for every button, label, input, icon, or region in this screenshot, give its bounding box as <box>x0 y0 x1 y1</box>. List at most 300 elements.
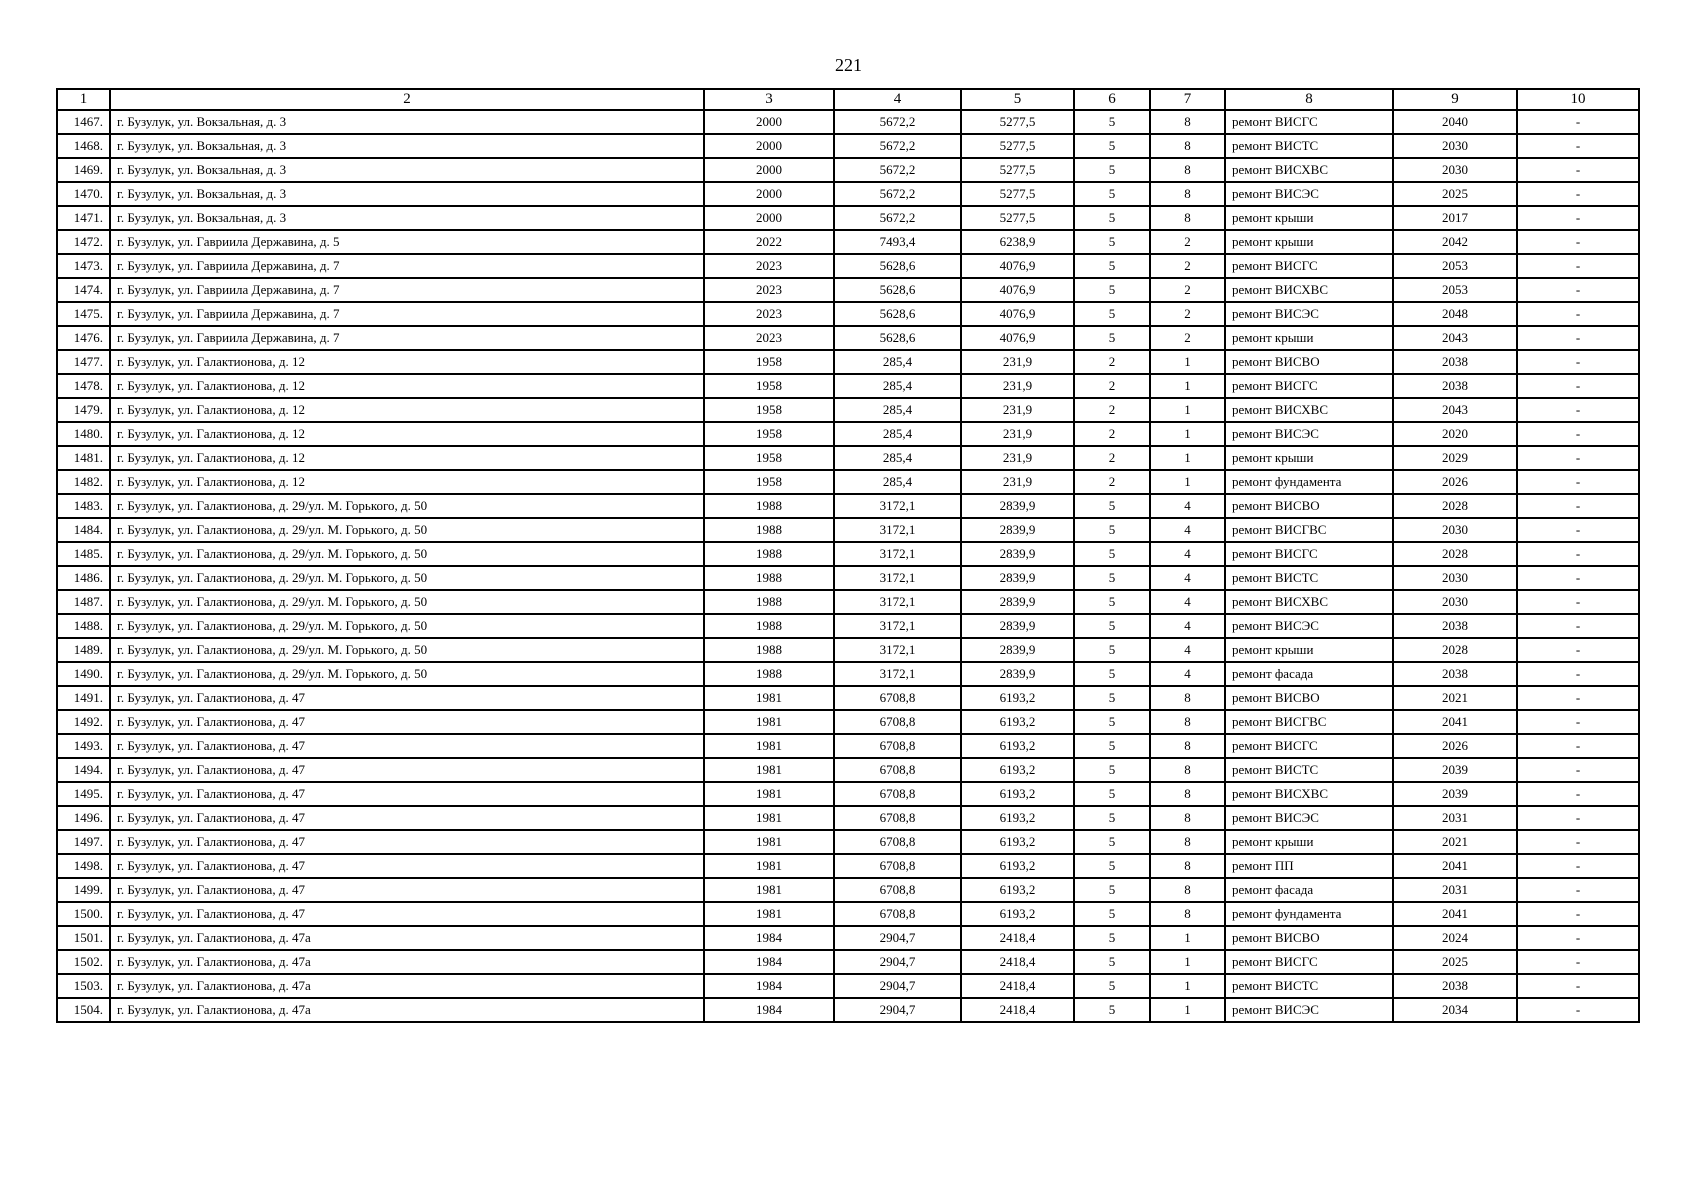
address-cell: г. Бузулук, ул. Гавриила Державина, д. 7 <box>110 326 704 350</box>
address-cell: г. Бузулук, ул. Галактионова, д. 12 <box>110 374 704 398</box>
floors-cell: 2 <box>1074 374 1150 398</box>
address-cell: г. Бузулук, ул. Галактионова, д. 47 <box>110 710 704 734</box>
table-row <box>57 470 1639 494</box>
floors-cell: 5 <box>1074 806 1150 830</box>
work-type-cell: ремонт ВИСХВС <box>1225 782 1393 806</box>
note-cell: - <box>1517 830 1639 854</box>
note-cell: - <box>1517 374 1639 398</box>
row-number: 1500. <box>57 902 110 926</box>
entrances-cell: 1 <box>1150 950 1225 974</box>
note-cell: - <box>1517 566 1639 590</box>
address-cell: г. Бузулук, ул. Галактионова, д. 47 <box>110 830 704 854</box>
living-area-cell: 5277,5 <box>961 182 1074 206</box>
work-type-cell: ремонт ВИСЭС <box>1225 998 1393 1022</box>
year-cell: 1958 <box>704 374 834 398</box>
planned-year-cell: 2034 <box>1393 998 1517 1022</box>
address-cell: г. Бузулук, ул. Вокзальная, д. 3 <box>110 158 704 182</box>
total-area-cell: 5672,2 <box>834 182 961 206</box>
living-area-cell: 4076,9 <box>961 302 1074 326</box>
total-area-cell: 3172,1 <box>834 494 961 518</box>
living-area-cell: 2418,4 <box>961 950 1074 974</box>
address-cell: г. Бузулук, ул. Галактионова, д. 47а <box>110 998 704 1022</box>
planned-year-cell: 2038 <box>1393 350 1517 374</box>
year-cell: 1981 <box>704 830 834 854</box>
entrances-cell: 4 <box>1150 494 1225 518</box>
planned-year-cell: 2028 <box>1393 542 1517 566</box>
living-area-cell: 5277,5 <box>961 158 1074 182</box>
column-header: 5 <box>961 89 1074 110</box>
repair-schedule-table <box>56 88 1640 1023</box>
note-cell: - <box>1517 398 1639 422</box>
note-cell: - <box>1517 254 1639 278</box>
entrances-cell: 1 <box>1150 974 1225 998</box>
row-number: 1470. <box>57 182 110 206</box>
note-cell: - <box>1517 446 1639 470</box>
work-type-cell: ремонт ВИСХВС <box>1225 158 1393 182</box>
living-area-cell: 6193,2 <box>961 902 1074 926</box>
planned-year-cell: 2041 <box>1393 710 1517 734</box>
entrances-cell: 8 <box>1150 830 1225 854</box>
row-number: 1480. <box>57 422 110 446</box>
table-row <box>57 878 1639 902</box>
floors-cell: 2 <box>1074 350 1150 374</box>
total-area-cell: 3172,1 <box>834 518 961 542</box>
note-cell: - <box>1517 422 1639 446</box>
work-type-cell: ремонт ВИСВО <box>1225 686 1393 710</box>
table-row <box>57 230 1639 254</box>
total-area-cell: 6708,8 <box>834 758 961 782</box>
year-cell: 2000 <box>704 206 834 230</box>
table-row <box>57 254 1639 278</box>
column-header: 7 <box>1150 89 1225 110</box>
floors-cell: 5 <box>1074 662 1150 686</box>
row-number: 1501. <box>57 926 110 950</box>
column-header: 6 <box>1074 89 1150 110</box>
note-cell: - <box>1517 854 1639 878</box>
note-cell: - <box>1517 878 1639 902</box>
year-cell: 2023 <box>704 254 834 278</box>
entrances-cell: 2 <box>1150 254 1225 278</box>
year-cell: 1988 <box>704 638 834 662</box>
table-row <box>57 518 1639 542</box>
address-cell: г. Бузулук, ул. Гавриила Державина, д. 7 <box>110 278 704 302</box>
column-header: 4 <box>834 89 961 110</box>
year-cell: 2000 <box>704 134 834 158</box>
total-area-cell: 6708,8 <box>834 878 961 902</box>
column-header: 3 <box>704 89 834 110</box>
entrances-cell: 8 <box>1150 710 1225 734</box>
table-row <box>57 758 1639 782</box>
column-header: 10 <box>1517 89 1639 110</box>
row-number: 1498. <box>57 854 110 878</box>
row-number: 1479. <box>57 398 110 422</box>
year-cell: 2000 <box>704 182 834 206</box>
total-area-cell: 5672,2 <box>834 134 961 158</box>
entrances-cell: 1 <box>1150 998 1225 1022</box>
row-number: 1473. <box>57 254 110 278</box>
living-area-cell: 6193,2 <box>961 830 1074 854</box>
table-row <box>57 566 1639 590</box>
note-cell: - <box>1517 182 1639 206</box>
planned-year-cell: 2017 <box>1393 206 1517 230</box>
planned-year-cell: 2048 <box>1393 302 1517 326</box>
table-row <box>57 158 1639 182</box>
living-area-cell: 4076,9 <box>961 254 1074 278</box>
total-area-cell: 5628,6 <box>834 302 961 326</box>
work-type-cell: ремонт ВИСГВС <box>1225 518 1393 542</box>
table-row <box>57 974 1639 998</box>
address-cell: г. Бузулук, ул. Галактионова, д. 29/ул. М. Горького, д. 50 <box>110 494 704 518</box>
floors-cell: 5 <box>1074 494 1150 518</box>
planned-year-cell: 2038 <box>1393 974 1517 998</box>
note-cell: - <box>1517 278 1639 302</box>
entrances-cell: 4 <box>1150 590 1225 614</box>
living-area-cell: 2839,9 <box>961 494 1074 518</box>
work-type-cell: ремонт крыши <box>1225 830 1393 854</box>
note-cell: - <box>1517 710 1639 734</box>
entrances-cell: 1 <box>1150 446 1225 470</box>
entrances-cell: 8 <box>1150 854 1225 878</box>
floors-cell: 5 <box>1074 902 1150 926</box>
table-row <box>57 206 1639 230</box>
address-cell: г. Бузулук, ул. Вокзальная, д. 3 <box>110 206 704 230</box>
work-type-cell: ремонт ВИСГС <box>1225 542 1393 566</box>
address-cell: г. Бузулук, ул. Гавриила Державина, д. 5 <box>110 230 704 254</box>
living-area-cell: 6193,2 <box>961 686 1074 710</box>
total-area-cell: 6708,8 <box>834 806 961 830</box>
living-area-cell: 2418,4 <box>961 974 1074 998</box>
total-area-cell: 5672,2 <box>834 206 961 230</box>
floors-cell: 5 <box>1074 686 1150 710</box>
table-row <box>57 278 1639 302</box>
entrances-cell: 2 <box>1150 326 1225 350</box>
note-cell: - <box>1517 518 1639 542</box>
year-cell: 1988 <box>704 518 834 542</box>
row-number: 1482. <box>57 470 110 494</box>
year-cell: 1981 <box>704 902 834 926</box>
row-number: 1488. <box>57 614 110 638</box>
address-cell: г. Бузулук, ул. Галактионова, д. 12 <box>110 422 704 446</box>
planned-year-cell: 2039 <box>1393 782 1517 806</box>
row-number: 1502. <box>57 950 110 974</box>
note-cell: - <box>1517 998 1639 1022</box>
work-type-cell: ремонт фундамента <box>1225 470 1393 494</box>
living-area-cell: 6193,2 <box>961 710 1074 734</box>
row-number: 1497. <box>57 830 110 854</box>
address-cell: г. Бузулук, ул. Галактионова, д. 29/ул. М. Горького, д. 50 <box>110 662 704 686</box>
address-cell: г. Бузулук, ул. Галактионова, д. 47а <box>110 926 704 950</box>
address-cell: г. Бузулук, ул. Галактионова, д. 12 <box>110 350 704 374</box>
year-cell: 1988 <box>704 662 834 686</box>
year-cell: 1981 <box>704 686 834 710</box>
year-cell: 1984 <box>704 974 834 998</box>
row-number: 1499. <box>57 878 110 902</box>
table-row <box>57 830 1639 854</box>
table-row <box>57 926 1639 950</box>
year-cell: 2023 <box>704 302 834 326</box>
planned-year-cell: 2021 <box>1393 830 1517 854</box>
note-cell: - <box>1517 590 1639 614</box>
address-cell: г. Бузулук, ул. Галактионова, д. 47 <box>110 758 704 782</box>
entrances-cell: 8 <box>1150 134 1225 158</box>
planned-year-cell: 2024 <box>1393 926 1517 950</box>
floors-cell: 5 <box>1074 566 1150 590</box>
year-cell: 1988 <box>704 566 834 590</box>
floors-cell: 5 <box>1074 158 1150 182</box>
floors-cell: 5 <box>1074 638 1150 662</box>
planned-year-cell: 2030 <box>1393 590 1517 614</box>
note-cell: - <box>1517 662 1639 686</box>
floors-cell: 5 <box>1074 998 1150 1022</box>
address-cell: г. Бузулук, ул. Галактионова, д. 29/ул. М. Горького, д. 50 <box>110 542 704 566</box>
year-cell: 1981 <box>704 782 834 806</box>
year-cell: 2023 <box>704 278 834 302</box>
planned-year-cell: 2053 <box>1393 278 1517 302</box>
living-area-cell: 231,9 <box>961 350 1074 374</box>
year-cell: 2022 <box>704 230 834 254</box>
living-area-cell: 6193,2 <box>961 782 1074 806</box>
planned-year-cell: 2028 <box>1393 638 1517 662</box>
work-type-cell: ремонт ВИСЭС <box>1225 182 1393 206</box>
entrances-cell: 1 <box>1150 422 1225 446</box>
year-cell: 1988 <box>704 614 834 638</box>
row-number: 1493. <box>57 734 110 758</box>
note-cell: - <box>1517 782 1639 806</box>
planned-year-cell: 2039 <box>1393 758 1517 782</box>
total-area-cell: 3172,1 <box>834 590 961 614</box>
table-row <box>57 422 1639 446</box>
entrances-cell: 4 <box>1150 638 1225 662</box>
living-area-cell: 6238,9 <box>961 230 1074 254</box>
row-number: 1471. <box>57 206 110 230</box>
work-type-cell: ремонт крыши <box>1225 446 1393 470</box>
planned-year-cell: 2041 <box>1393 854 1517 878</box>
address-cell: г. Бузулук, ул. Гавриила Державина, д. 7 <box>110 254 704 278</box>
work-type-cell: ремонт ВИСХВС <box>1225 590 1393 614</box>
year-cell: 1981 <box>704 734 834 758</box>
address-cell: г. Бузулук, ул. Галактионова, д. 47 <box>110 782 704 806</box>
planned-year-cell: 2029 <box>1393 446 1517 470</box>
row-number: 1504. <box>57 998 110 1022</box>
living-area-cell: 231,9 <box>961 374 1074 398</box>
address-cell: г. Бузулук, ул. Галактионова, д. 29/ул. М. Горького, д. 50 <box>110 566 704 590</box>
table-row <box>57 590 1639 614</box>
row-number: 1478. <box>57 374 110 398</box>
work-type-cell: ремонт крыши <box>1225 206 1393 230</box>
work-type-cell: ремонт ВИСЭС <box>1225 614 1393 638</box>
header-row <box>57 89 1639 110</box>
address-cell: г. Бузулук, ул. Галактионова, д. 12 <box>110 398 704 422</box>
living-area-cell: 231,9 <box>961 398 1074 422</box>
entrances-cell: 8 <box>1150 734 1225 758</box>
floors-cell: 2 <box>1074 446 1150 470</box>
total-area-cell: 7493,4 <box>834 230 961 254</box>
address-cell: г. Бузулук, ул. Вокзальная, д. 3 <box>110 182 704 206</box>
work-type-cell: ремонт фундамента <box>1225 902 1393 926</box>
row-number: 1489. <box>57 638 110 662</box>
year-cell: 1958 <box>704 446 834 470</box>
note-cell: - <box>1517 614 1639 638</box>
year-cell: 1988 <box>704 542 834 566</box>
total-area-cell: 2904,7 <box>834 950 961 974</box>
table-row <box>57 806 1639 830</box>
note-cell: - <box>1517 134 1639 158</box>
entrances-cell: 4 <box>1150 662 1225 686</box>
year-cell: 1984 <box>704 998 834 1022</box>
note-cell: - <box>1517 350 1639 374</box>
total-area-cell: 6708,8 <box>834 710 961 734</box>
living-area-cell: 6193,2 <box>961 734 1074 758</box>
year-cell: 1981 <box>704 806 834 830</box>
year-cell: 1984 <box>704 950 834 974</box>
planned-year-cell: 2038 <box>1393 662 1517 686</box>
row-number: 1494. <box>57 758 110 782</box>
entrances-cell: 1 <box>1150 470 1225 494</box>
row-number: 1468. <box>57 134 110 158</box>
planned-year-cell: 2026 <box>1393 734 1517 758</box>
living-area-cell: 2839,9 <box>961 542 1074 566</box>
work-type-cell: ремонт ПП <box>1225 854 1393 878</box>
row-number: 1490. <box>57 662 110 686</box>
address-cell: г. Бузулук, ул. Галактионова, д. 47а <box>110 974 704 998</box>
work-type-cell: ремонт ВИСВО <box>1225 494 1393 518</box>
floors-cell: 5 <box>1074 134 1150 158</box>
floors-cell: 5 <box>1074 830 1150 854</box>
note-cell: - <box>1517 494 1639 518</box>
planned-year-cell: 2030 <box>1393 134 1517 158</box>
living-area-cell: 4076,9 <box>961 278 1074 302</box>
year-cell: 1958 <box>704 350 834 374</box>
work-type-cell: ремонт ВИСХВС <box>1225 278 1393 302</box>
floors-cell: 5 <box>1074 854 1150 878</box>
entrances-cell: 4 <box>1150 542 1225 566</box>
work-type-cell: ремонт ВИСХВС <box>1225 398 1393 422</box>
entrances-cell: 1 <box>1150 350 1225 374</box>
address-cell: г. Бузулук, ул. Галактионова, д. 29/ул. М. Горького, д. 50 <box>110 590 704 614</box>
floors-cell: 5 <box>1074 230 1150 254</box>
table-row <box>57 302 1639 326</box>
living-area-cell: 2418,4 <box>961 926 1074 950</box>
floors-cell: 2 <box>1074 398 1150 422</box>
table-row <box>57 734 1639 758</box>
living-area-cell: 2839,9 <box>961 566 1074 590</box>
planned-year-cell: 2038 <box>1393 614 1517 638</box>
table-row <box>57 326 1639 350</box>
total-area-cell: 2904,7 <box>834 926 961 950</box>
work-type-cell: ремонт фасада <box>1225 878 1393 902</box>
row-number: 1476. <box>57 326 110 350</box>
work-type-cell: ремонт крыши <box>1225 230 1393 254</box>
living-area-cell: 6193,2 <box>961 854 1074 878</box>
column-header: 1 <box>57 89 110 110</box>
row-number: 1503. <box>57 974 110 998</box>
total-area-cell: 285,4 <box>834 422 961 446</box>
table-row <box>57 350 1639 374</box>
year-cell: 1981 <box>704 710 834 734</box>
table-row <box>57 710 1639 734</box>
table-body <box>57 110 1639 1022</box>
address-cell: г. Бузулук, ул. Галактионова, д. 12 <box>110 470 704 494</box>
row-number: 1472. <box>57 230 110 254</box>
work-type-cell: ремонт ВИСЭС <box>1225 302 1393 326</box>
planned-year-cell: 2043 <box>1393 326 1517 350</box>
floors-cell: 5 <box>1074 782 1150 806</box>
note-cell: - <box>1517 902 1639 926</box>
work-type-cell: ремонт ВИСТС <box>1225 566 1393 590</box>
address-cell: г. Бузулук, ул. Галактионова, д. 47 <box>110 854 704 878</box>
year-cell: 1981 <box>704 878 834 902</box>
living-area-cell: 4076,9 <box>961 326 1074 350</box>
work-type-cell: ремонт ВИСЭС <box>1225 806 1393 830</box>
address-cell: г. Бузулук, ул. Галактионова, д. 47 <box>110 686 704 710</box>
floors-cell: 5 <box>1074 326 1150 350</box>
planned-year-cell: 2028 <box>1393 494 1517 518</box>
note-cell: - <box>1517 206 1639 230</box>
address-cell: г. Бузулук, ул. Галактионова, д. 12 <box>110 446 704 470</box>
year-cell: 1988 <box>704 494 834 518</box>
year-cell: 1958 <box>704 422 834 446</box>
note-cell: - <box>1517 302 1639 326</box>
year-cell: 2000 <box>704 158 834 182</box>
living-area-cell: 2839,9 <box>961 614 1074 638</box>
floors-cell: 5 <box>1074 878 1150 902</box>
living-area-cell: 231,9 <box>961 470 1074 494</box>
living-area-cell: 6193,2 <box>961 758 1074 782</box>
column-header: 2 <box>110 89 704 110</box>
table-row <box>57 998 1639 1022</box>
table-row <box>57 182 1639 206</box>
floors-cell: 2 <box>1074 470 1150 494</box>
note-cell: - <box>1517 326 1639 350</box>
entrances-cell: 8 <box>1150 902 1225 926</box>
planned-year-cell: 2025 <box>1393 182 1517 206</box>
total-area-cell: 285,4 <box>834 446 961 470</box>
entrances-cell: 8 <box>1150 758 1225 782</box>
living-area-cell: 2839,9 <box>961 590 1074 614</box>
living-area-cell: 5277,5 <box>961 206 1074 230</box>
planned-year-cell: 2021 <box>1393 686 1517 710</box>
address-cell: г. Бузулук, ул. Галактионова, д. 47 <box>110 806 704 830</box>
work-type-cell: ремонт ВИСГС <box>1225 374 1393 398</box>
year-cell: 2023 <box>704 326 834 350</box>
entrances-cell: 4 <box>1150 566 1225 590</box>
row-number: 1467. <box>57 110 110 134</box>
table-row <box>57 110 1639 134</box>
address-cell: г. Бузулук, ул. Галактионова, д. 47 <box>110 902 704 926</box>
total-area-cell: 5672,2 <box>834 158 961 182</box>
note-cell: - <box>1517 926 1639 950</box>
row-number: 1495. <box>57 782 110 806</box>
total-area-cell: 285,4 <box>834 374 961 398</box>
living-area-cell: 2418,4 <box>961 998 1074 1022</box>
work-type-cell: ремонт ВИСГС <box>1225 254 1393 278</box>
address-cell: г. Бузулук, ул. Вокзальная, д. 3 <box>110 110 704 134</box>
planned-year-cell: 2031 <box>1393 806 1517 830</box>
total-area-cell: 6708,8 <box>834 830 961 854</box>
work-type-cell: ремонт ВИСГС <box>1225 110 1393 134</box>
total-area-cell: 3172,1 <box>834 614 961 638</box>
entrances-cell: 8 <box>1150 782 1225 806</box>
year-cell: 2000 <box>704 110 834 134</box>
page-number: 221 <box>835 55 862 75</box>
total-area-cell: 6708,8 <box>834 854 961 878</box>
planned-year-cell: 2030 <box>1393 566 1517 590</box>
year-cell: 1958 <box>704 398 834 422</box>
living-area-cell: 6193,2 <box>961 878 1074 902</box>
total-area-cell: 6708,8 <box>834 734 961 758</box>
work-type-cell: ремонт фасада <box>1225 662 1393 686</box>
note-cell: - <box>1517 950 1639 974</box>
